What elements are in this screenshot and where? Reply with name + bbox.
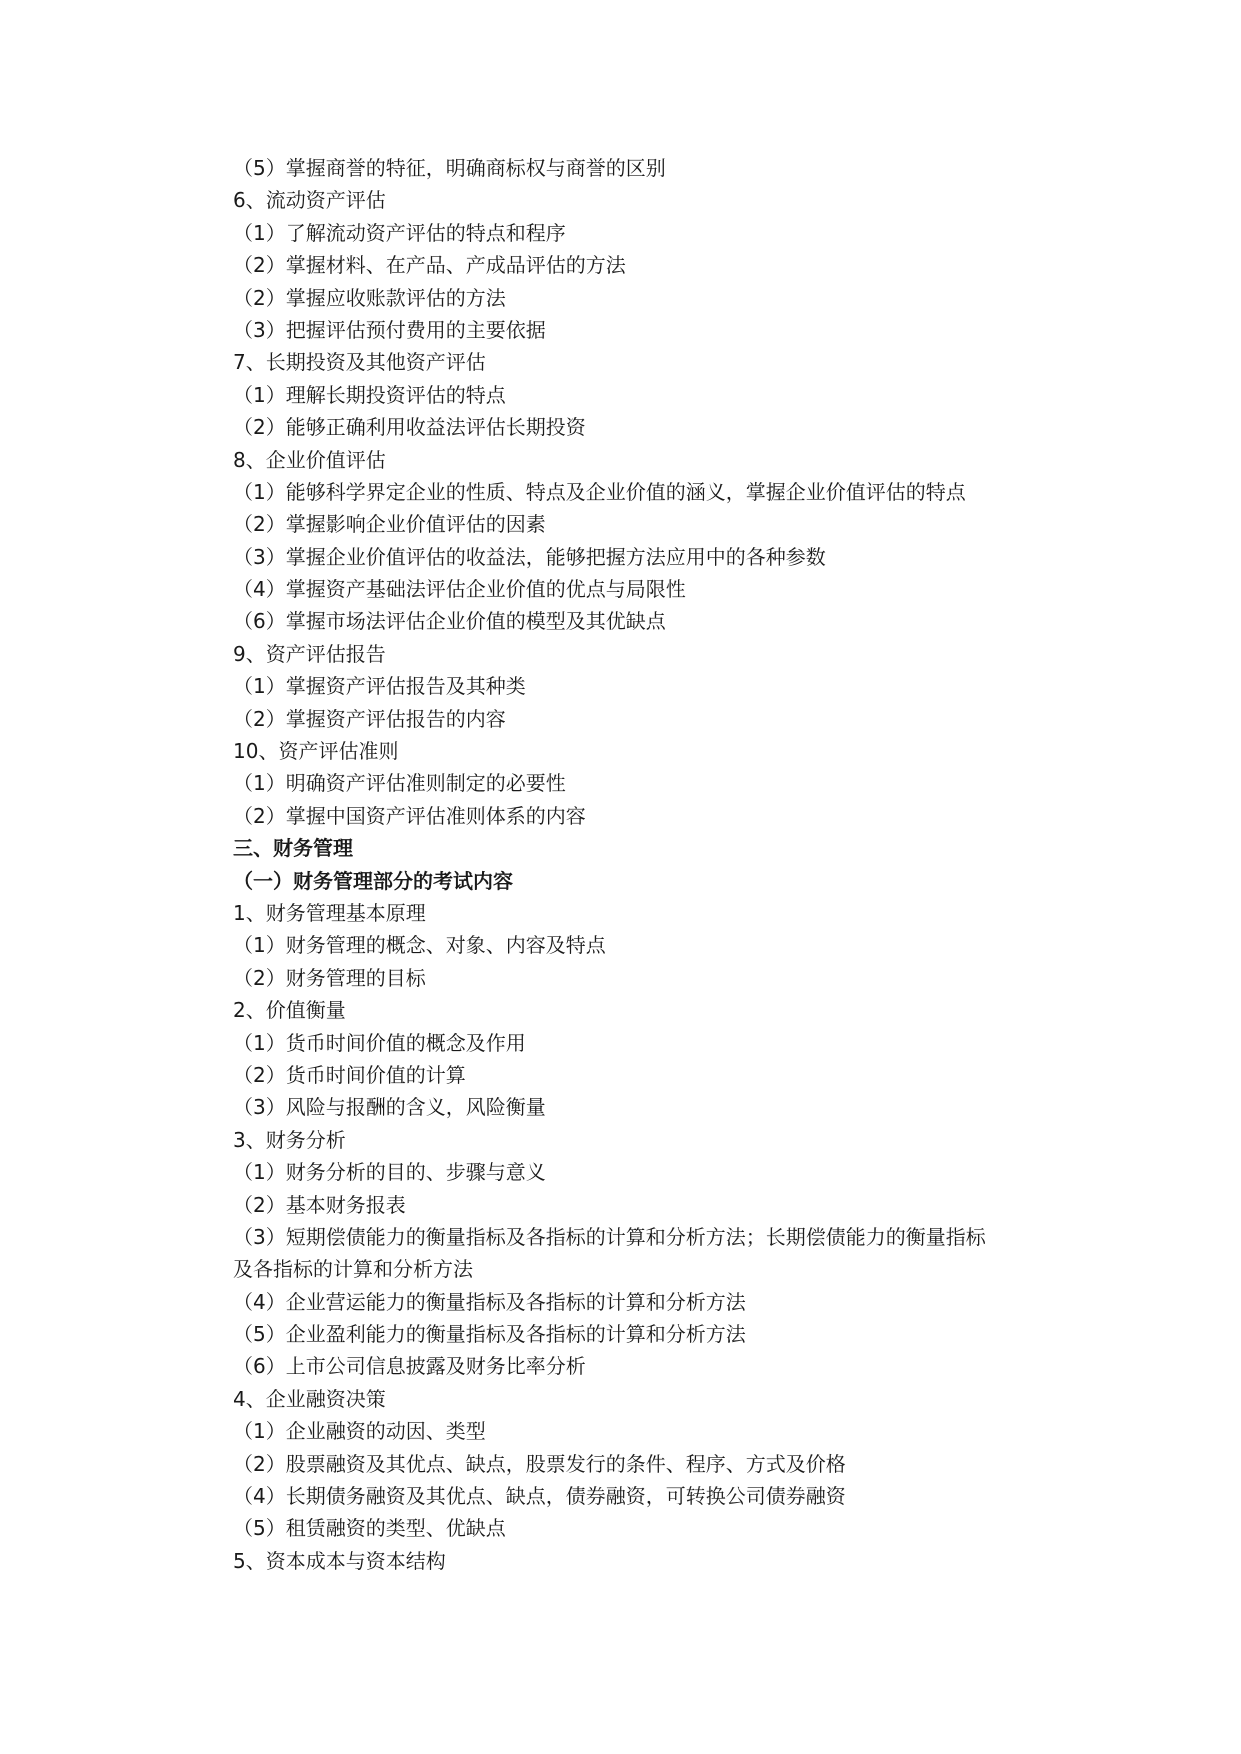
- list-item: （1）财务管理的概念、对象、内容及特点: [233, 933, 606, 958]
- bold-heading: 三、财务管理: [233, 836, 353, 861]
- list-item: （3）把握评估预付费用的主要依据: [233, 317, 546, 342]
- section-heading: 9、资产评估报告: [233, 641, 386, 666]
- list-item: （1）能够科学界定企业的性质、特点及企业价值的涵义，掌握企业价值评估的特点: [233, 479, 966, 504]
- section-heading: 3、财务分析: [233, 1127, 346, 1152]
- section-heading: 8、企业价值评估: [233, 447, 386, 472]
- section-heading: 5、资本成本与资本结构: [233, 1548, 446, 1573]
- list-item: （3）掌握企业价值评估的收益法，能够把握方法应用中的各种参数: [233, 544, 826, 569]
- list-item: （5）企业盈利能力的衡量指标及各指标的计算和分析方法: [233, 1322, 746, 1347]
- list-item: （1）财务分析的目的、步骤与意义: [233, 1160, 546, 1185]
- list-item: （1）理解长期投资评估的特点: [233, 382, 506, 407]
- section-heading: 6、流动资产评估: [233, 188, 386, 213]
- list-item: （3）风险与报酬的含义，风险衡量: [233, 1095, 546, 1120]
- list-item: （5）掌握商誉的特征，明确商标权与商誉的区别: [233, 156, 666, 180]
- section-heading: 10、资产评估准则: [233, 739, 399, 764]
- list-item: （4）掌握资产基础法评估企业价值的优点与局限性: [233, 577, 686, 602]
- list-item: （4）长期债务融资及其优点、缺点，债券融资，可转换公司债券融资: [233, 1484, 846, 1509]
- list-item: （1）货币时间价值的概念及作用: [233, 1030, 526, 1055]
- list-item: （1）掌握资产评估报告及其种类: [233, 674, 526, 699]
- list-item: （5）租赁融资的类型、优缺点: [233, 1516, 506, 1541]
- list-item-continuation: 及各指标的计算和分析方法: [233, 1257, 473, 1282]
- list-item: （2）能够正确利用收益法评估长期投资: [233, 415, 586, 440]
- list-item: （1）了解流动资产评估的特点和程序: [233, 220, 566, 245]
- document-body: [233, 152, 1063, 1577]
- section-heading: 2、价值衡量: [233, 998, 346, 1023]
- section-heading: 1、财务管理基本原理: [233, 900, 426, 925]
- list-item: （1）明确资产评估准则制定的必要性: [233, 771, 566, 796]
- list-item: （2）掌握应收账款评估的方法: [233, 285, 506, 310]
- list-item: （2）基本财务报表: [233, 1192, 406, 1217]
- list-item: （2）掌握材料、在产品、产成品评估的方法: [233, 253, 626, 278]
- list-item: （6）掌握市场法评估企业价值的模型及其优缺点: [233, 609, 666, 634]
- list-item: （2）掌握中国资产评估准则体系的内容: [233, 803, 586, 828]
- list-item: （2）货币时间价值的计算: [233, 1062, 466, 1087]
- section-heading: 7、长期投资及其他资产评估: [233, 350, 486, 375]
- list-item: （1）企业融资的动因、类型: [233, 1419, 486, 1444]
- list-item: （6）上市公司信息披露及财务比率分析: [233, 1354, 586, 1379]
- list-item: （2）财务管理的目标: [233, 965, 426, 990]
- bold-heading: （一）财务管理部分的考试内容: [233, 868, 513, 893]
- list-item: （4）企业营运能力的衡量指标及各指标的计算和分析方法: [233, 1289, 746, 1314]
- list-item: （2）掌握影响企业价值评估的因素: [233, 512, 546, 537]
- list-item: （2）掌握资产评估报告的内容: [233, 706, 506, 731]
- list-item: （2）股票融资及其优点、缺点，股票发行的条件、程序、方式及价格: [233, 1451, 846, 1476]
- section-heading: 4、企业融资决策: [233, 1386, 386, 1411]
- list-item: （3）短期偿债能力的衡量指标及各指标的计算和分析方法；长期偿债能力的衡量指标: [233, 1224, 986, 1249]
